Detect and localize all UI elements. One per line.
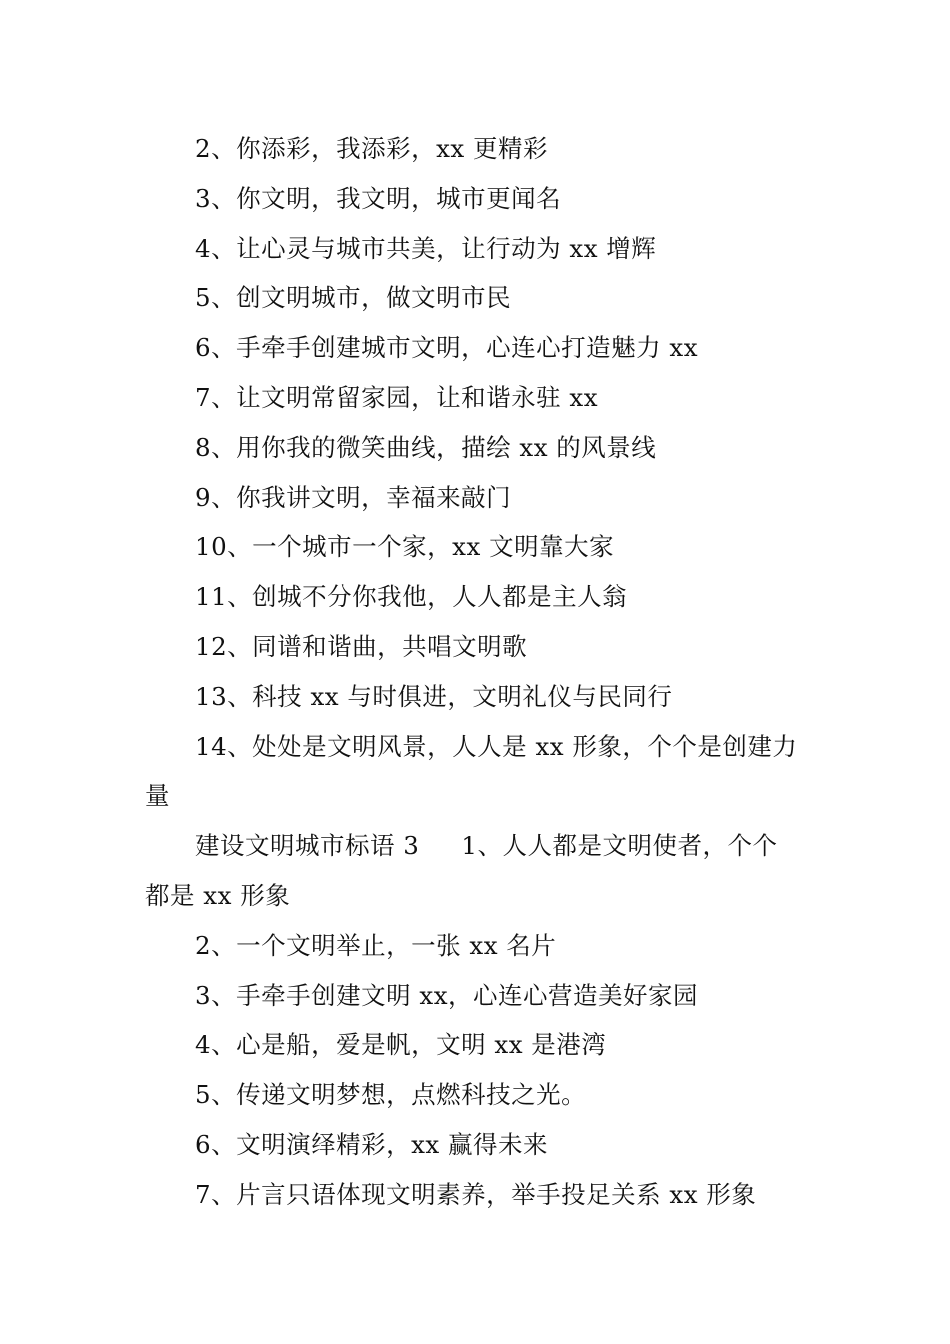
slogan-item: 2、你添彩，我添彩，xx 更精彩 [195,134,549,163]
slogan-item: 3、手牵手创建文明 xx，心连心营造美好家园 [195,980,699,1010]
section-3-first-item: 1、人人都是文明使者，个个 [461,831,778,861]
slogan-item: 9、你我讲文明，幸福来敲门 [195,482,512,512]
slogan-item: 7、片言只语体现文明素养，举手投足关系 xx 形象 [195,1179,757,1209]
slogan-item: 13、科技 xx 与时俱进，文明礼仪与民同行 [195,681,673,711]
slogan-item: 8、用你我的微笑曲线，描绘 xx 的风景线 [195,432,657,462]
slogan-item: 7、让文明常留家园，让和谐永驻 xx [195,382,599,412]
section-3-heading: 建设文明城市标语 3 [195,831,420,861]
slogan-item: 12、同谱和谐曲，共唱文明歌 [195,631,528,661]
slogan-item-14-line2: 量 [145,781,170,811]
slogan-item-14-line1: 14、处处是文明风景，人人是 xx 形象，个个是创建力 [195,731,798,761]
slogan-item: 6、文明演绎精彩，xx 赢得未来 [195,1129,549,1159]
slogan-item: 6、手牵手创建城市文明，心连心打造魅力 xx [195,333,699,363]
slogan-item: 5、传递文明梦想，点燃科技之光。 [195,1080,587,1110]
slogan-item: 2、一个文明举止，一张 xx 名片 [195,930,557,960]
slogan-item: 11、创城不分你我他，人人都是主人翁 [195,582,628,612]
section-3-first-item-line2: 都是 xx 形象 [145,880,291,910]
slogan-item: 10、一个城市一个家，xx 文明靠大家 [195,532,615,562]
slogan-item: 5、创文明城市，做文明市民 [195,283,512,313]
slogan-item: 3、你文明，我文明，城市更闻名 [195,183,562,213]
slogan-item: 4、让心灵与城市共美，让行动为 xx 增辉 [195,233,657,263]
document-body [145,124,810,1220]
slogan-item: 4、心是船，爱是帆，文明 xx 是港湾 [195,1030,607,1060]
section-3-heading-line [145,821,810,871]
